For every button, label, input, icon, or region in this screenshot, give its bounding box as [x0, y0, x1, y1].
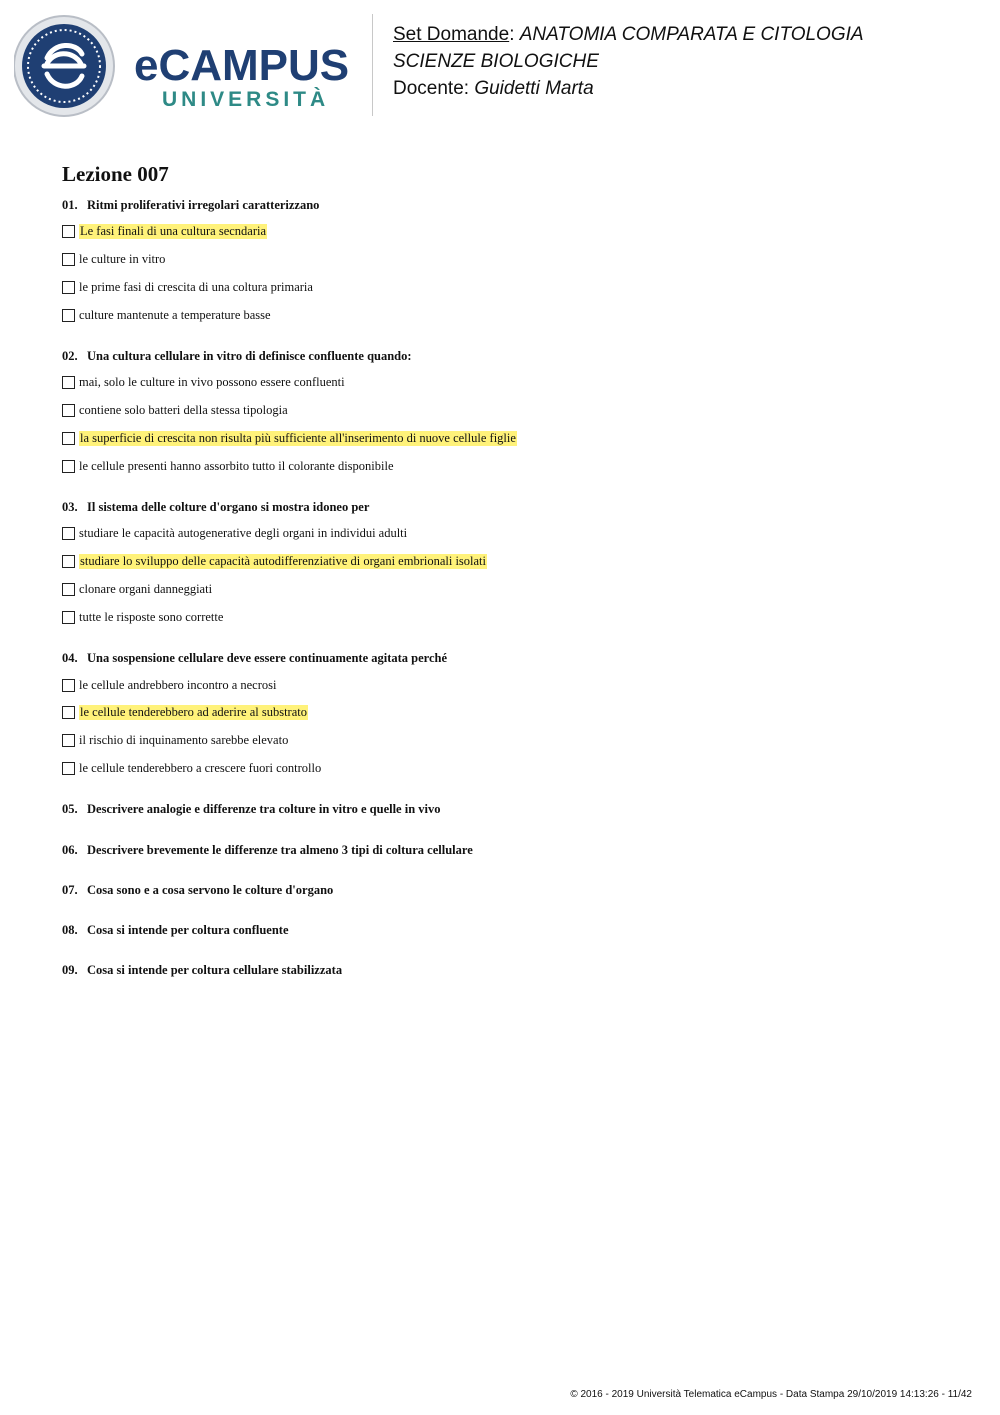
- question-number: 05.: [62, 802, 78, 816]
- answer-option[interactable]: [62, 278, 313, 296]
- question-03: [62, 500, 369, 515]
- question-number: 03.: [62, 500, 78, 514]
- option-text: tutte le risposte sono corrette: [79, 609, 224, 624]
- option-text: il rischio di inquinamento sarebbe elevato: [79, 732, 289, 747]
- answer-option[interactable]: [62, 703, 308, 721]
- question-number: 04.: [62, 651, 78, 665]
- answer-option[interactable]: [62, 608, 223, 626]
- teacher-label: Docente:: [393, 78, 470, 99]
- question-number: 02.: [62, 349, 78, 363]
- checkbox[interactable]: [62, 404, 75, 417]
- checkbox[interactable]: [62, 762, 75, 775]
- checkbox[interactable]: [62, 225, 75, 238]
- logo-subtitle: UNIVERSITÀ: [162, 88, 330, 111]
- degree-line: [393, 48, 983, 75]
- answer-option[interactable]: [62, 759, 321, 777]
- option-text-highlighted: le cellule tenderebbero ad aderire al substrato: [80, 704, 307, 719]
- checkbox[interactable]: [62, 460, 75, 473]
- checkbox[interactable]: [62, 679, 75, 692]
- option-text: contiene solo batteri della stessa tipologia: [79, 402, 288, 417]
- header-divider: [372, 14, 373, 116]
- page-header: [0, 0, 1000, 130]
- option-text: mai, solo le culture in vivo possono essere confluenti: [79, 374, 345, 389]
- answer-option[interactable]: [62, 676, 276, 694]
- option-text-highlighted: la superficie di crescita non risulta più sufficiente all'inserimento di nuove cellule figlie: [80, 430, 516, 445]
- checkbox[interactable]: [62, 555, 75, 568]
- answer-option[interactable]: [62, 731, 288, 749]
- answer-option[interactable]: [62, 429, 517, 447]
- option-text: le cellule presenti hanno assorbito tutto il colorante disponibile: [79, 458, 394, 473]
- checkbox[interactable]: [62, 734, 75, 747]
- question-text: Cosa sono e a cosa servono le colture d'organo: [87, 883, 334, 897]
- set-label: Set Domande: [393, 24, 510, 45]
- header-info: [393, 21, 983, 102]
- question-number: 09.: [62, 963, 78, 977]
- option-text: le prime fasi di crescita di una coltura primaria: [79, 279, 313, 294]
- question-01: [62, 198, 319, 213]
- logo-word: eCAMPUS: [134, 41, 350, 90]
- answer-option[interactable]: [62, 401, 288, 419]
- option-text: le cellule tenderebbero a crescere fuori controllo: [79, 760, 322, 775]
- page-footer: © 2016 - 2019 Università Telematica eCampus - Data Stampa 29/10/2019 14:13:26 - 11/42: [570, 1389, 972, 1400]
- answer-option[interactable]: [62, 552, 487, 570]
- course-name: ANATOMIA COMPARATA E CITOLOGIA: [519, 24, 864, 45]
- checkbox[interactable]: [62, 706, 75, 719]
- option-text: studiare le capacità autogenerative degli organi in individui adulti: [79, 525, 408, 540]
- question-text: Una cultura cellulare in vitro di definisce confluente quando:: [87, 349, 412, 363]
- question-text: Descrivere brevemente le differenze tra almeno 3 tipi di coltura cellulare: [87, 843, 473, 857]
- teacher-name: Guidetti Marta: [474, 78, 594, 99]
- ecampus-logo: [14, 14, 360, 118]
- course-line: Set Domande: ANATOMIA COMPARATA E CITOLOGIA: [393, 24, 864, 45]
- question-number: 06.: [62, 843, 78, 857]
- option-text: le cellule andrebbero incontro a necrosi: [79, 677, 277, 692]
- degree-name: SCIENZE BIOLOGICHE: [393, 51, 599, 72]
- answer-option[interactable]: [62, 222, 267, 240]
- question-05: [62, 802, 441, 817]
- question-text: Descrivere analogie e differenze tra colture in vitro e quelle in vivo: [87, 802, 441, 816]
- answer-option[interactable]: [62, 524, 407, 542]
- question-number: 08.: [62, 923, 78, 937]
- option-text: le culture in vitro: [79, 251, 166, 266]
- question-text: Cosa si intende per coltura confluente: [87, 923, 289, 937]
- option-text-highlighted: studiare lo sviluppo delle capacità autodifferenziative di organi embrionali isolati: [80, 553, 487, 568]
- teacher-line: [393, 75, 983, 102]
- question-text: Una sospensione cellulare deve essere continuamente agitata perché: [87, 651, 448, 665]
- option-text-highlighted: Le fasi finali di una cultura secndaria: [80, 223, 267, 238]
- question-text: Il sistema delle colture d'organo si mostra idoneo per: [87, 500, 370, 514]
- checkbox[interactable]: [62, 527, 75, 540]
- checkbox[interactable]: [62, 309, 75, 322]
- question-04: [62, 651, 447, 666]
- question-number: 01.: [62, 198, 78, 212]
- answer-option[interactable]: [62, 306, 271, 324]
- answer-option[interactable]: [62, 373, 345, 391]
- question-02: [62, 349, 412, 364]
- question-text: Cosa si intende per coltura cellulare stabilizzata: [87, 963, 343, 977]
- question-09: [62, 963, 342, 978]
- checkbox[interactable]: [62, 376, 75, 389]
- checkbox[interactable]: [62, 583, 75, 596]
- answer-option[interactable]: [62, 457, 394, 475]
- checkbox[interactable]: [62, 281, 75, 294]
- question-06: [62, 843, 473, 858]
- checkbox[interactable]: [62, 432, 75, 445]
- question-number: 07.: [62, 883, 78, 897]
- answer-option[interactable]: [62, 580, 212, 598]
- question-08: [62, 923, 289, 938]
- answer-option[interactable]: [62, 250, 165, 268]
- checkbox[interactable]: [62, 253, 75, 266]
- question-text: Ritmi proliferativi irregolari caratterizzano: [87, 198, 320, 212]
- checkbox[interactable]: [62, 611, 75, 624]
- question-07: [62, 883, 333, 898]
- lesson-title: Lezione 007: [62, 162, 169, 186]
- option-text: clonare organi danneggiati: [79, 581, 213, 596]
- option-text: culture mantenute a temperature basse: [79, 307, 271, 322]
